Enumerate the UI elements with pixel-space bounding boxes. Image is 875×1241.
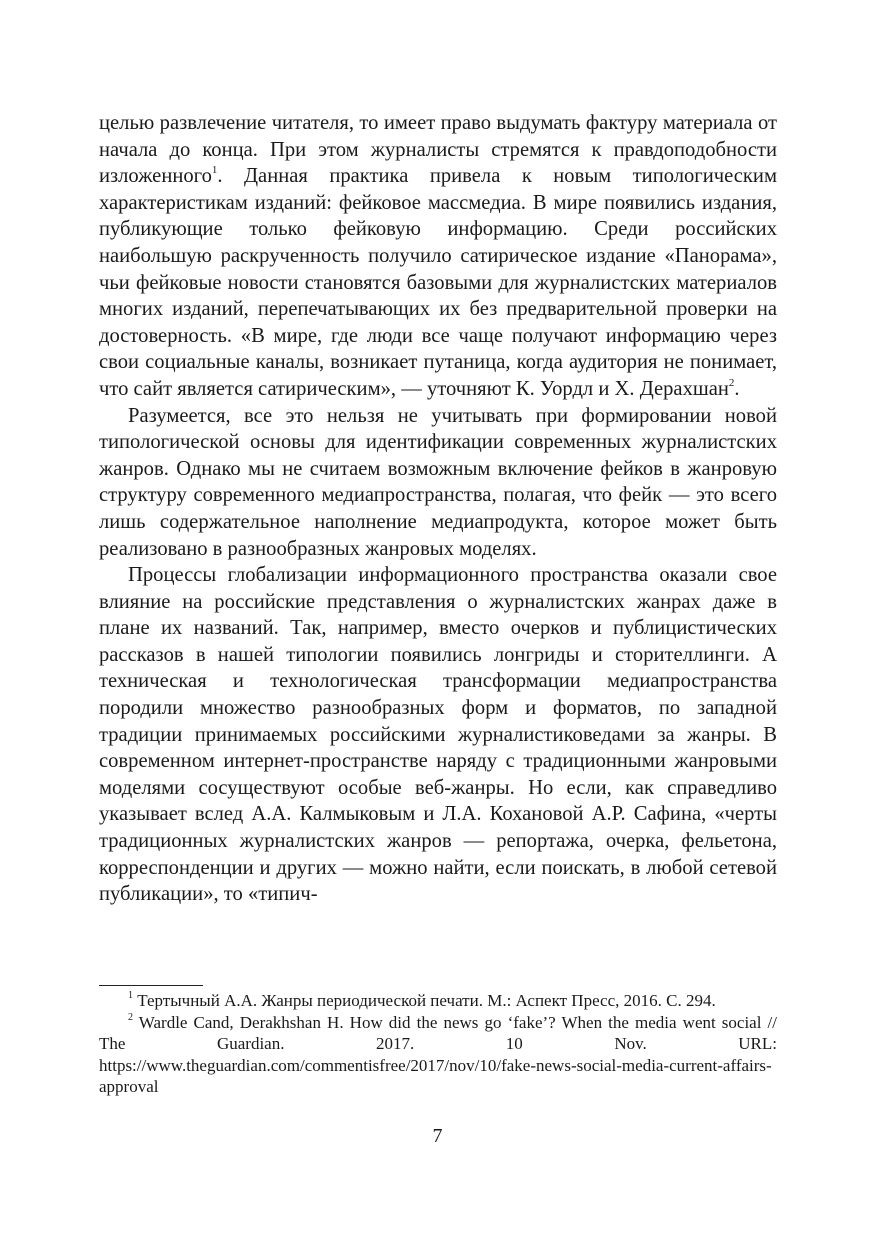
- footnote-ref-2[interactable]: 2: [728, 377, 735, 390]
- footnotes: [99, 990, 777, 1098]
- footnote-1-marker: 1: [128, 990, 133, 1002]
- main-text: [99, 110, 777, 908]
- paragraph-3: Процессы глобализации информационного пространства оказали свое влияние на российские представления о журналистских жанрах даже в плане их названий. Так, например, вместо очерков и публицистических рассказов в нашей типологии появились лонгриды и сторителлинги. А техническая и технологическая трансформации медиапространства породили множество разнообразных форм и форматов, по западной традиции принимаемых российскими журналистиковедами за жанры. В современном интернет-пространстве наряду с традиционными жанровыми моделями сосуществуют особые веб-жанры. Но если, как справедливо указывает вслед А.А. Калмыковым и Л.А. Кохановой А.Р. Сафина, «черты традиционных журналистских жанров — репортажа, очерка, фельетона, корреспонденции и других — можно найти, если поискать, в любой сетевой публикации», то «типич-: [99, 564, 777, 906]
- page-number: 7: [432, 1125, 443, 1147]
- footnote-1-text: Тертычный А.А. Жанры периодической печати. М.: Аспект Пресс, 2016. С. 294.: [137, 991, 716, 1010]
- footnote-separator: [99, 985, 203, 986]
- footnote-ref-1[interactable]: 1: [211, 164, 218, 177]
- paragraph-1-part-b: . Данная практика привела к новым типологическим характеристикам изданий: фейковое массмедиа. В мире появились издания, публикующие только фейковую информацию. Среди российских наибольшую раскрученность получило сатирическое издание «Панорама», чьи фейковые новости становятся базовыми для журналистских материалов многих изданий, перепечатывающих их без предварительной проверки на достоверность. «В мире, где люди все чаще получают информацию через свои социальные каналы, возникает путаница, когда аудитория не понимает, что сайт является сатирическим», — уточняют К. Уордл и Х. Дерахшан: [99, 165, 777, 400]
- paragraph-1-part-a: целью развлечение читателя, то имеет право выдумать фактуру материала от начала до конца. При этом журналисты стремятся к правдоподобности изложенного: [99, 112, 777, 188]
- paragraph-2: Разумеется, все это нельзя не учитывать при формировании новой типологической основы для идентификации современных журналистских жанров. Однако мы не считаем возможным включение фейков в жанровую структуру современного медиапространства, полагая, что фейк — это всего лишь содержательное наполнение медиапродукта, которое может быть реализовано в разнообразных жанровых моделях.: [99, 404, 777, 560]
- paragraph-1: [99, 110, 777, 403]
- footnote-2: [99, 1012, 777, 1098]
- footnote-2-text: Wardle Cand, Derakhshan H. How did the news go ‘fake’? When the media went social // The Guardian. 2017. 10 Nov. URL: https://www.theguardian.com/commentisfree/2017/nov/10/fake-news-social-media-current-affairs-approval: [99, 1012, 777, 1096]
- footnote-1: [99, 990, 777, 1012]
- footnote-2-marker: 2: [128, 1011, 133, 1023]
- paragraph-1-part-c: .: [734, 377, 740, 400]
